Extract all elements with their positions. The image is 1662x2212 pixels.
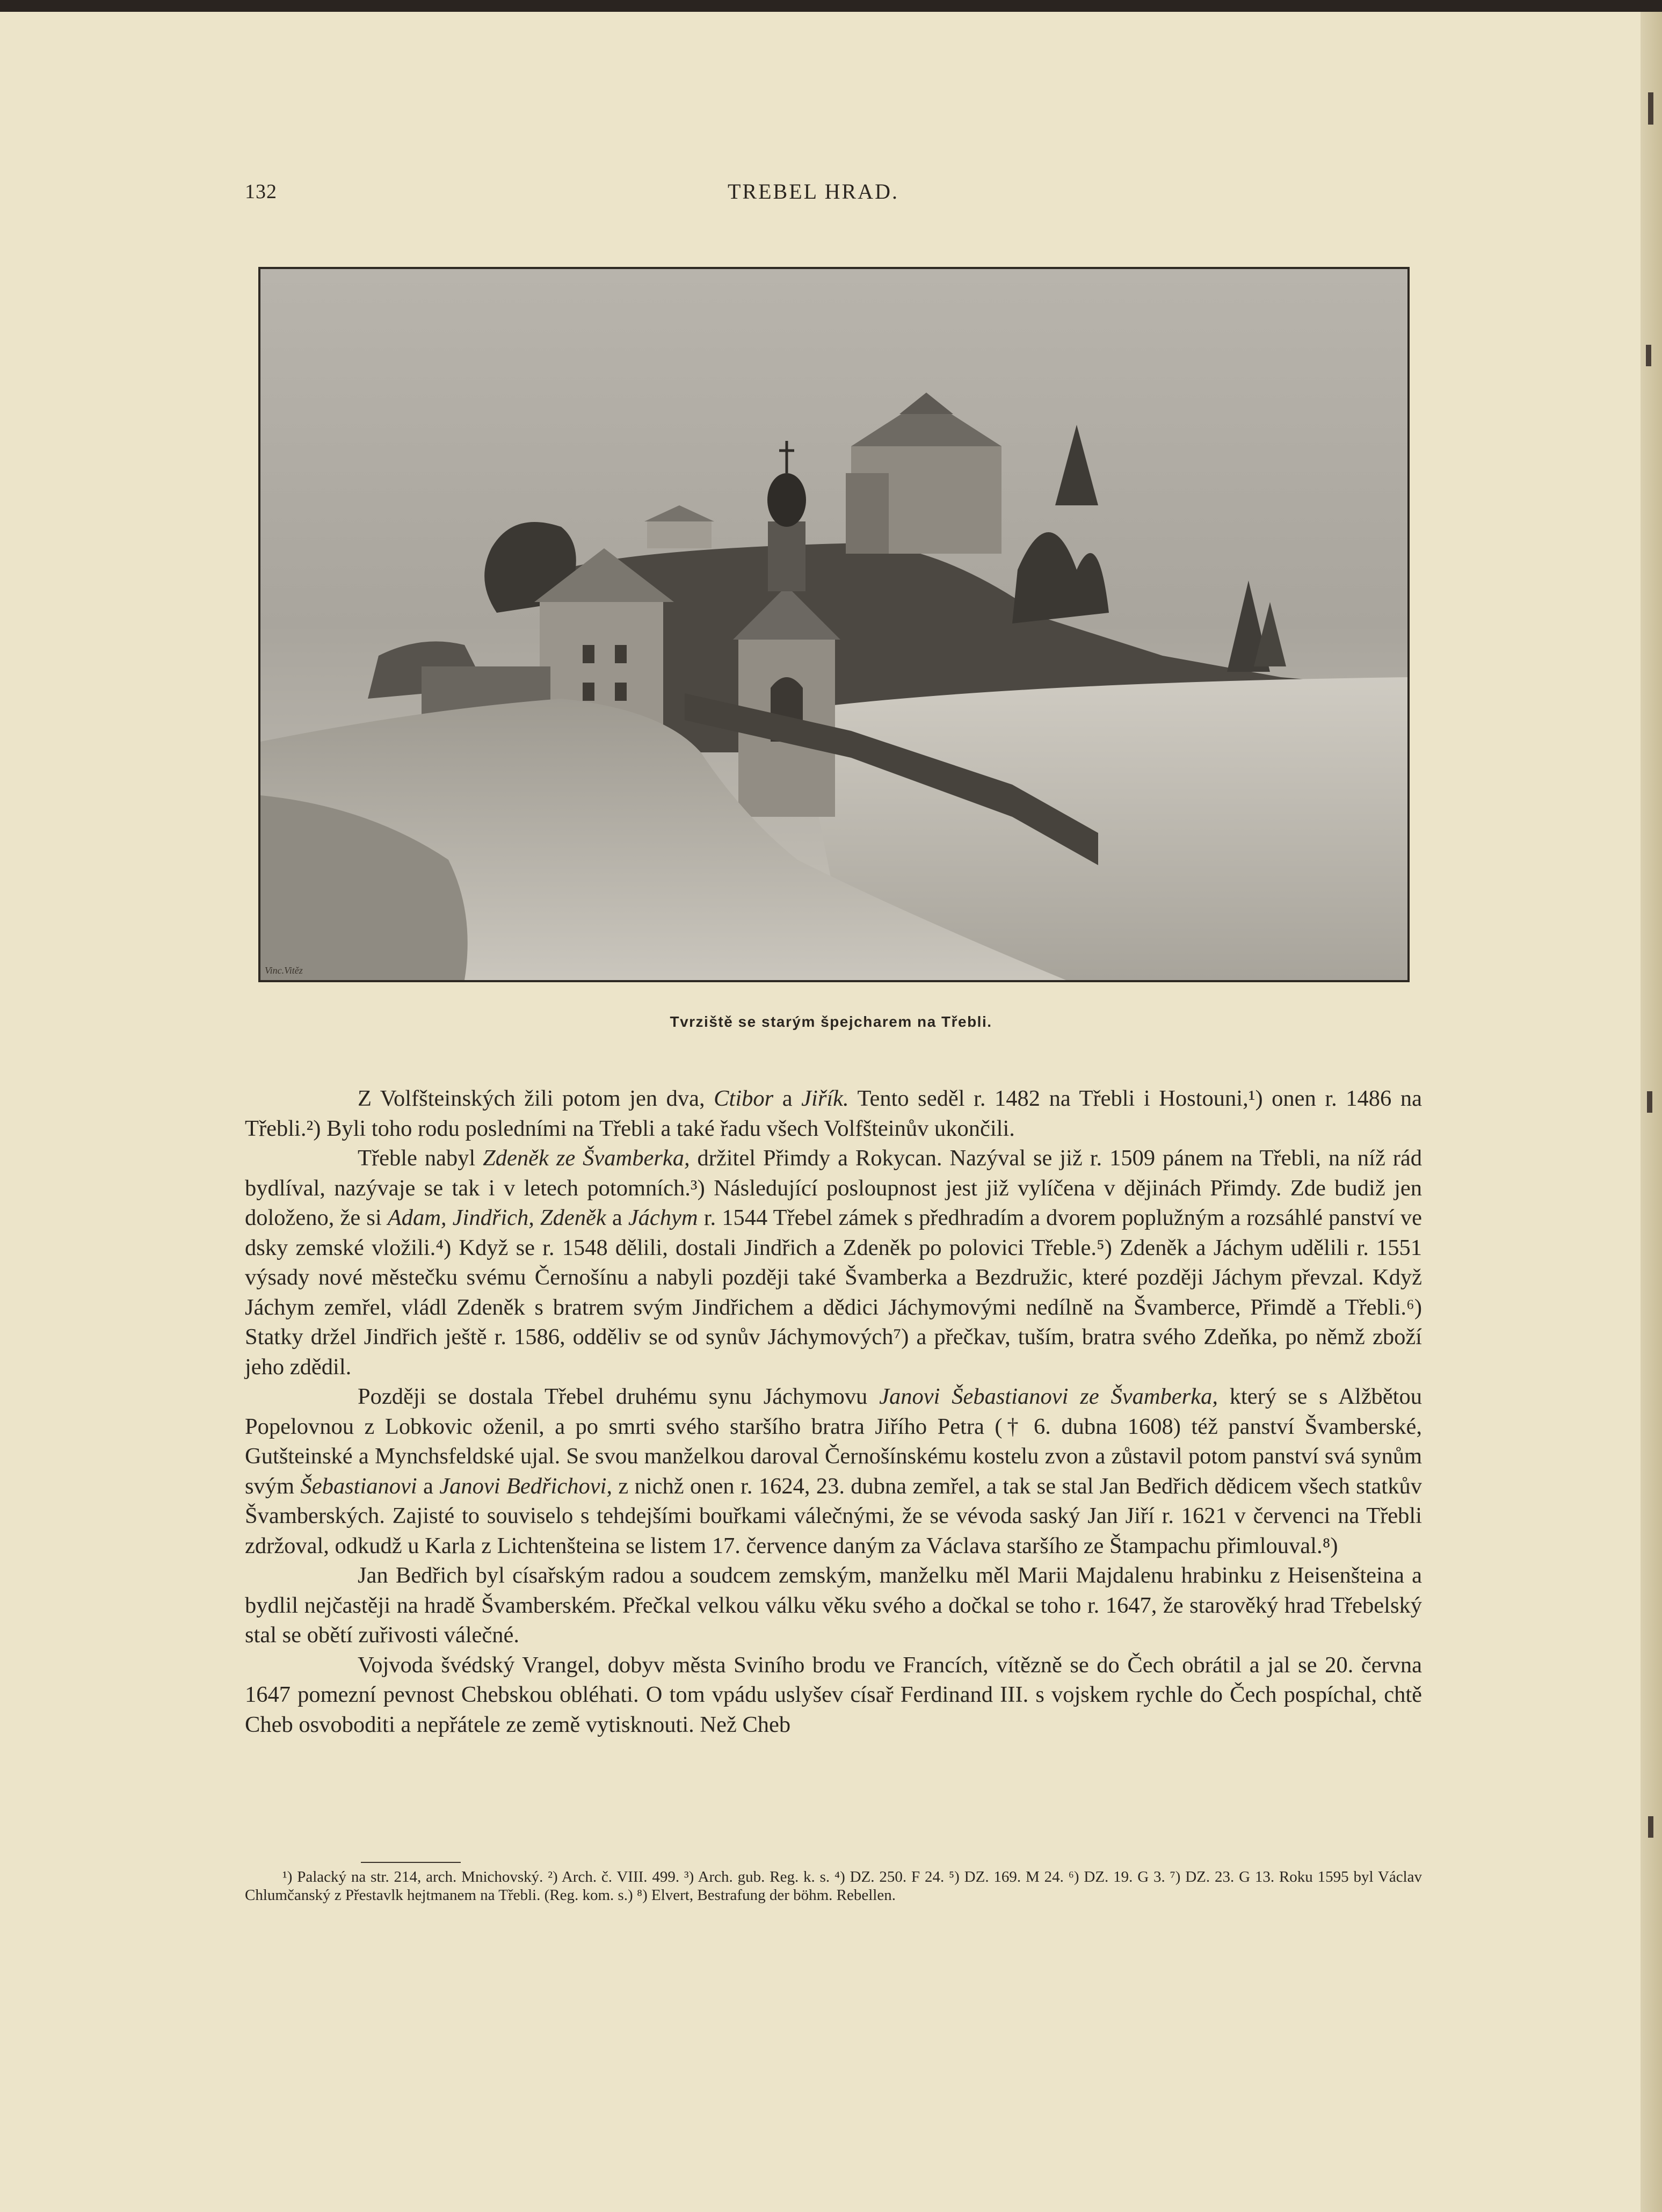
distant-house [647, 521, 712, 548]
castle-landscape-engraving [260, 269, 1407, 980]
edge-mark [1648, 92, 1653, 125]
engraver-mark: Vinc.Vitěz [265, 965, 303, 976]
paragraph: Třeble nabyl Zdeněk ze Švamberka, držitel Přimdy a Rokycan. Nazýval se již r. 1509 pánem na Třebli, na níž rád bydlíval, nazývaje se tak i v letech potomních.³) Následující posloupnost jest již vylíčena v dějinách Přimdy. Zde budiž jen doloženo, že si Adam, Jindřich, Zdeněk a Jáchym r. 1544 Třebel zámek s předhradím a dvorem poplužným a rozsáhlé panství ve dsky zemské vložili.⁴) Když se r. 1548 dělili, dostali Jindřich a Zdeněk po polovici Třeble.⁵) Zdeněk a Jáchym udělili r. 1551 výsady nové městečku svému Černošínu a nabyli později také Švamberka a Bezdružic, které později Jáchym převzal. Když Jáchym zemřel, vládl Zdeněk s bratrem svým Jindřichem a dědici Jáchymovými nedílně na Švamberce, Přimdě a Třebli.⁶) Statky držel Jindřich ještě r. 1586, odděliv se od synův Jáchymových⁷) a přečkav, tuším, bratra svého Zdeňka, po němž zboží jeho zdědil. [245, 1145, 1423, 1380]
paragraph: Jan Bedřich byl císařským radou a soudcem zemským, manželku měl Marii Majdalenu hrabinku z Heisenšteina a bydlil nejčastěji na hradě Švamberském. Přečkal velkou válku věku svého a dočkal se toho r. 1647, že starověký hrad Třebelský stal se obětí zuřivosti válečné. [245, 1563, 1422, 1648]
footnote-divider [361, 1862, 461, 1863]
footnotes [245, 1868, 1422, 1904]
page-right-edge [1641, 12, 1662, 2212]
farmhouse-window [615, 683, 627, 701]
farmhouse-window [615, 645, 627, 663]
farmhouse-window [583, 683, 594, 701]
granary-tower [846, 473, 889, 554]
edge-mark [1648, 1816, 1653, 1838]
edge-mark [1647, 1091, 1652, 1113]
body-text [245, 1084, 1422, 1739]
figure-caption: Tvrziště se starým špejcharem na Třebli. [670, 1013, 992, 1030]
chapel-onion-dome [767, 473, 806, 527]
farmhouse-window [583, 645, 594, 663]
footnote-text: ¹) Palacký na str. 214, arch. Mnichovský. ²) Arch. č. VIII. 499. ³) Arch. gub. Reg. k. s. ⁴) DZ. 250. F 24. ⁵) DZ. 169. M 24. ⁶) DZ. 19. G 3. ⁷) DZ. 23. G 13. Roku 1595 byl Václav Chlumčanský z Přestavlk hejtmanem na Třebli. (Reg. kom. s.) ⁸) Elvert, Bestrafung der böhm. Rebellen. [245, 1868, 1422, 1904]
scan-top-edge [0, 0, 1662, 12]
edge-mark [1646, 345, 1651, 366]
paragraph: Z Volfšteinských žili potom jen dva, Ctibor a Jiřík. Tento seděl r. 1482 na Třebli i Hostouni,¹) onen r. 1486 na Třebli.²) Byli toho rodu posledními na Třebli a také řadu všech Volfšteinův ukončili. [245, 1086, 1422, 1141]
paragraph: Vojvoda švédský Vrangel, dobyv města Sviního brodu ve Francích, vítězně se do Čech obrátil a jal se 20. června 1647 pomezní pevnost Chebskou obléhati. O tom vpádu uslyšev císař Ferdinand III. s vojskem rychle do Čech pospíchal, chtě Cheb osvoboditi a nepřátele ze země vytisknouti. Než Cheb [245, 1652, 1422, 1737]
paragraph: Později se dostala Třebel druhému synu Jáchymovu Janovi Šebastianovi ze Švamberka, který se s Alžbětou Popelovnou z Lobkovic oženil, a po smrti svého staršího bratra Jiřího Petra († 6. dubna 1608) též panství Švamberské, Gutšteinské a Mynchsfeldské ujal. Se svou manželkou daroval Černošínskému kostelu zvon a zůstavil potom panství svá synům svým Šebastianovi a Janovi Bedřichovi, z nichž onen r. 1624, 23. dubna zemřel, a tak se stal Jan Bedřich dědicem všech statkův Švamberských. Zajisté to souviselo s tehdejšími bouřkami válečnými, že se vévoda saský Jan Jiří r. 1621 v červenci na Třebli zdržoval, odkudž u Karla z Lichtenšteina se listem 17. července daným za Václava staršího ze Štampachu přimlouval.⁸) [245, 1384, 1422, 1558]
page-number: 132 [245, 180, 277, 203]
illustration [258, 267, 1410, 982]
chapel-tower [768, 521, 805, 591]
running-title: TREBEL HRAD. [728, 179, 899, 204]
